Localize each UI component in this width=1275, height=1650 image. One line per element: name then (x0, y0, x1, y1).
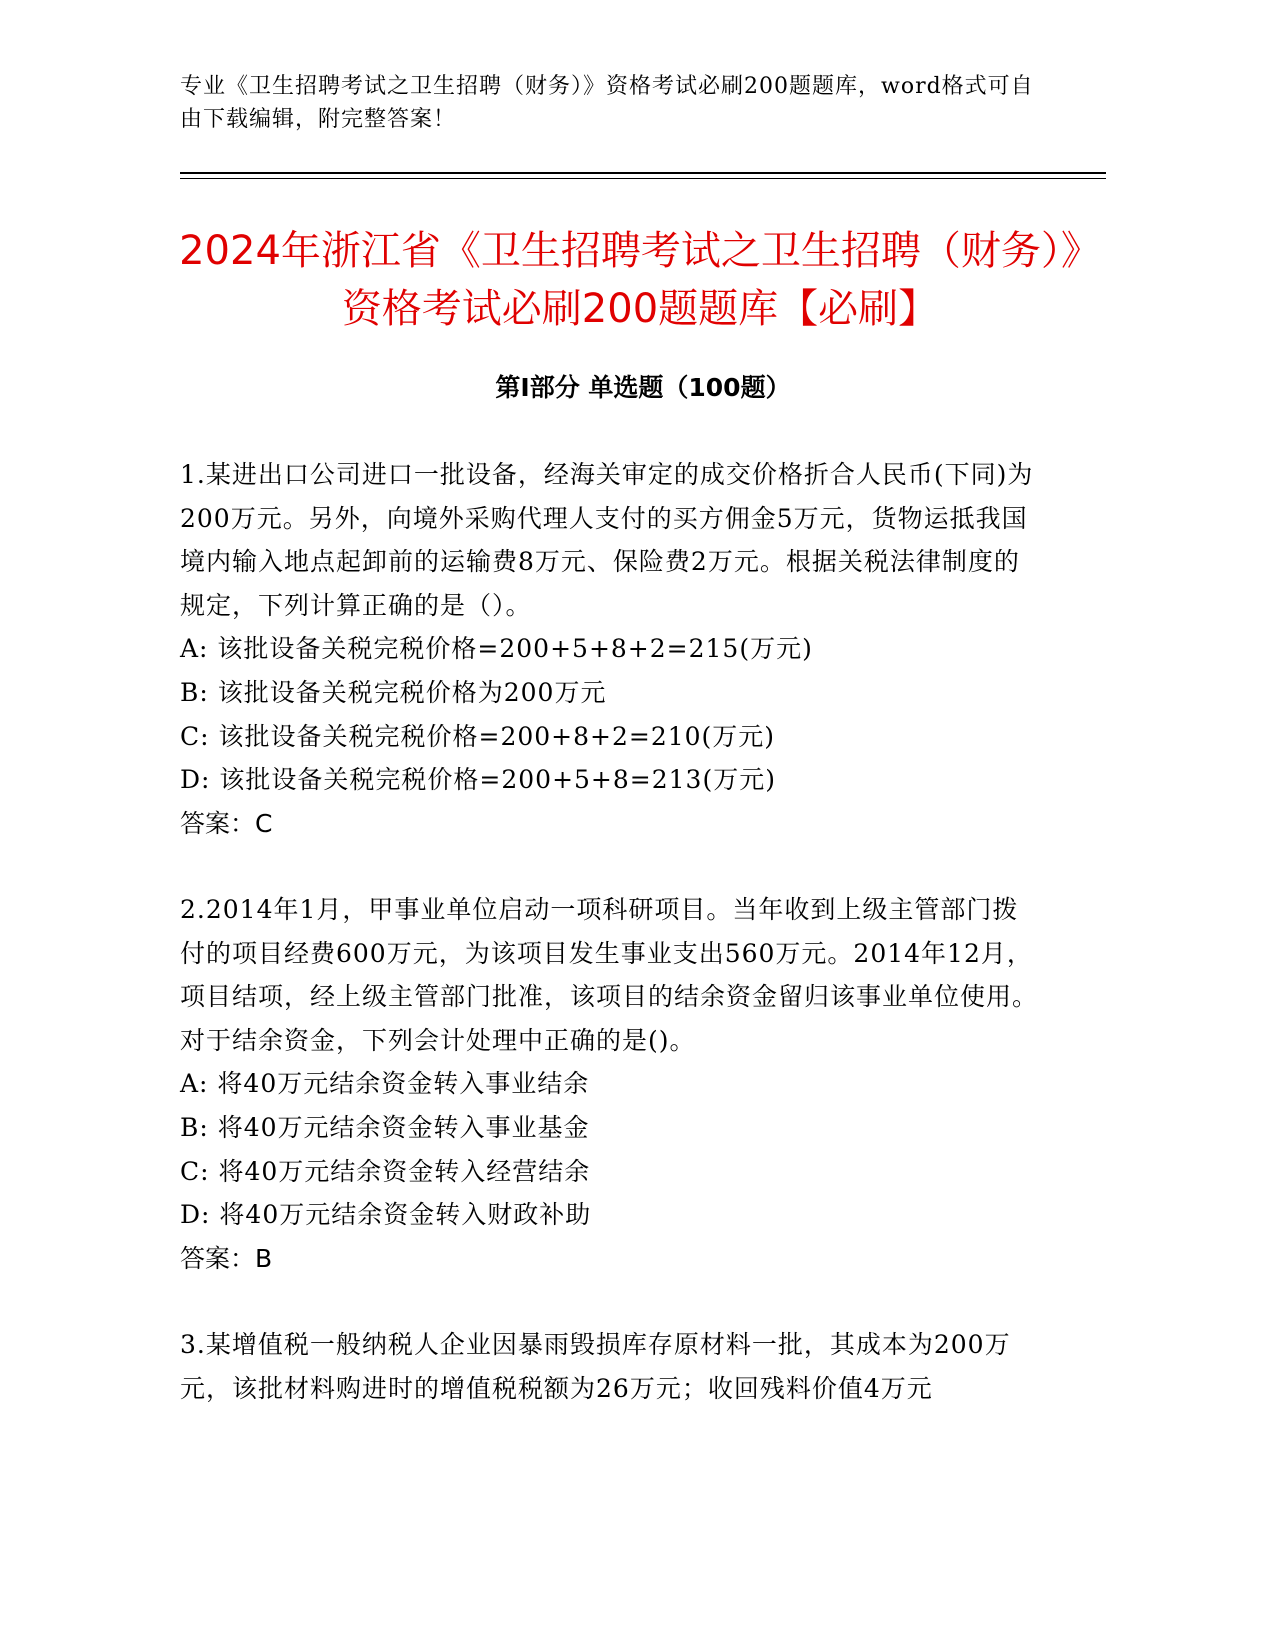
question-stem: 1.某进出口公司进口一批设备，经海关审定的成交价格折合人民币(下同)为200万元。另外，向境外采购代理人支付的买方佣金5万元，货物运抵我国境内输入地点起卸前的运输费8万元、保险费2万元。根据关税法律制度的规定，下列计算正确的是（）。 (180, 460, 1034, 620)
option-a: A: 该批设备关税完税价格=200+5+8+2=215(万元) (180, 634, 813, 664)
option-b: B: 将40万元结余资金转入事业基金 (180, 1112, 590, 1142)
option-d: D: 将40万元结余资金转入财政补助 (180, 1200, 592, 1230)
question-3 (180, 1323, 1040, 1410)
option-c: C: 将40万元结余资金转入经营结余 (180, 1156, 591, 1186)
question-2 (180, 888, 1040, 1280)
option-d: D: 该批设备关税完税价格=200+5+8=213(万元) (180, 765, 776, 795)
answer: 答案：C (180, 808, 273, 838)
question-stem: 2.2014年1月，甲事业单位启动一项科研项目。当年收到上级主管部门拨付的项目经费600万元，为该项目发生事业支出560万元。2014年12月，项目结项，经上级主管部门批准，该项目的结余资金留归该事业单位使用。对于结余资金，下列会计处理中正确的是()。 (180, 895, 1039, 1055)
header-divider-thick (180, 172, 1106, 174)
question-stem: 3.某增值税一般纳税人企业因暴雨毁损库存原材料一批，其成本为200万元，该批材料购进时的增值税税额为26万元；收回残料价值4万元 (180, 1330, 1011, 1403)
option-c: C: 该批设备关税完税价格=200+8+2=210(万元) (180, 721, 776, 751)
header-note: 专业《卫生招聘考试之卫生招聘（财务）》资格考试必刷200题题库，word格式可自由下载编辑，附完整答案！ (180, 74, 1034, 132)
header-divider-thin (180, 178, 1106, 179)
question-1 (180, 453, 1040, 845)
option-b: B: 该批设备关税完税价格为200万元 (180, 677, 607, 707)
option-a: A: 将40万元结余资金转入事业结余 (180, 1069, 590, 1099)
document-title: 2024年浙江省《卫生招聘考试之卫生招聘（财务）》资格考试必刷200题题库【必刷】 (179, 228, 1101, 332)
section-title: 第I部分 单选题（100题） (495, 373, 791, 402)
answer: 答案：B (180, 1243, 273, 1273)
